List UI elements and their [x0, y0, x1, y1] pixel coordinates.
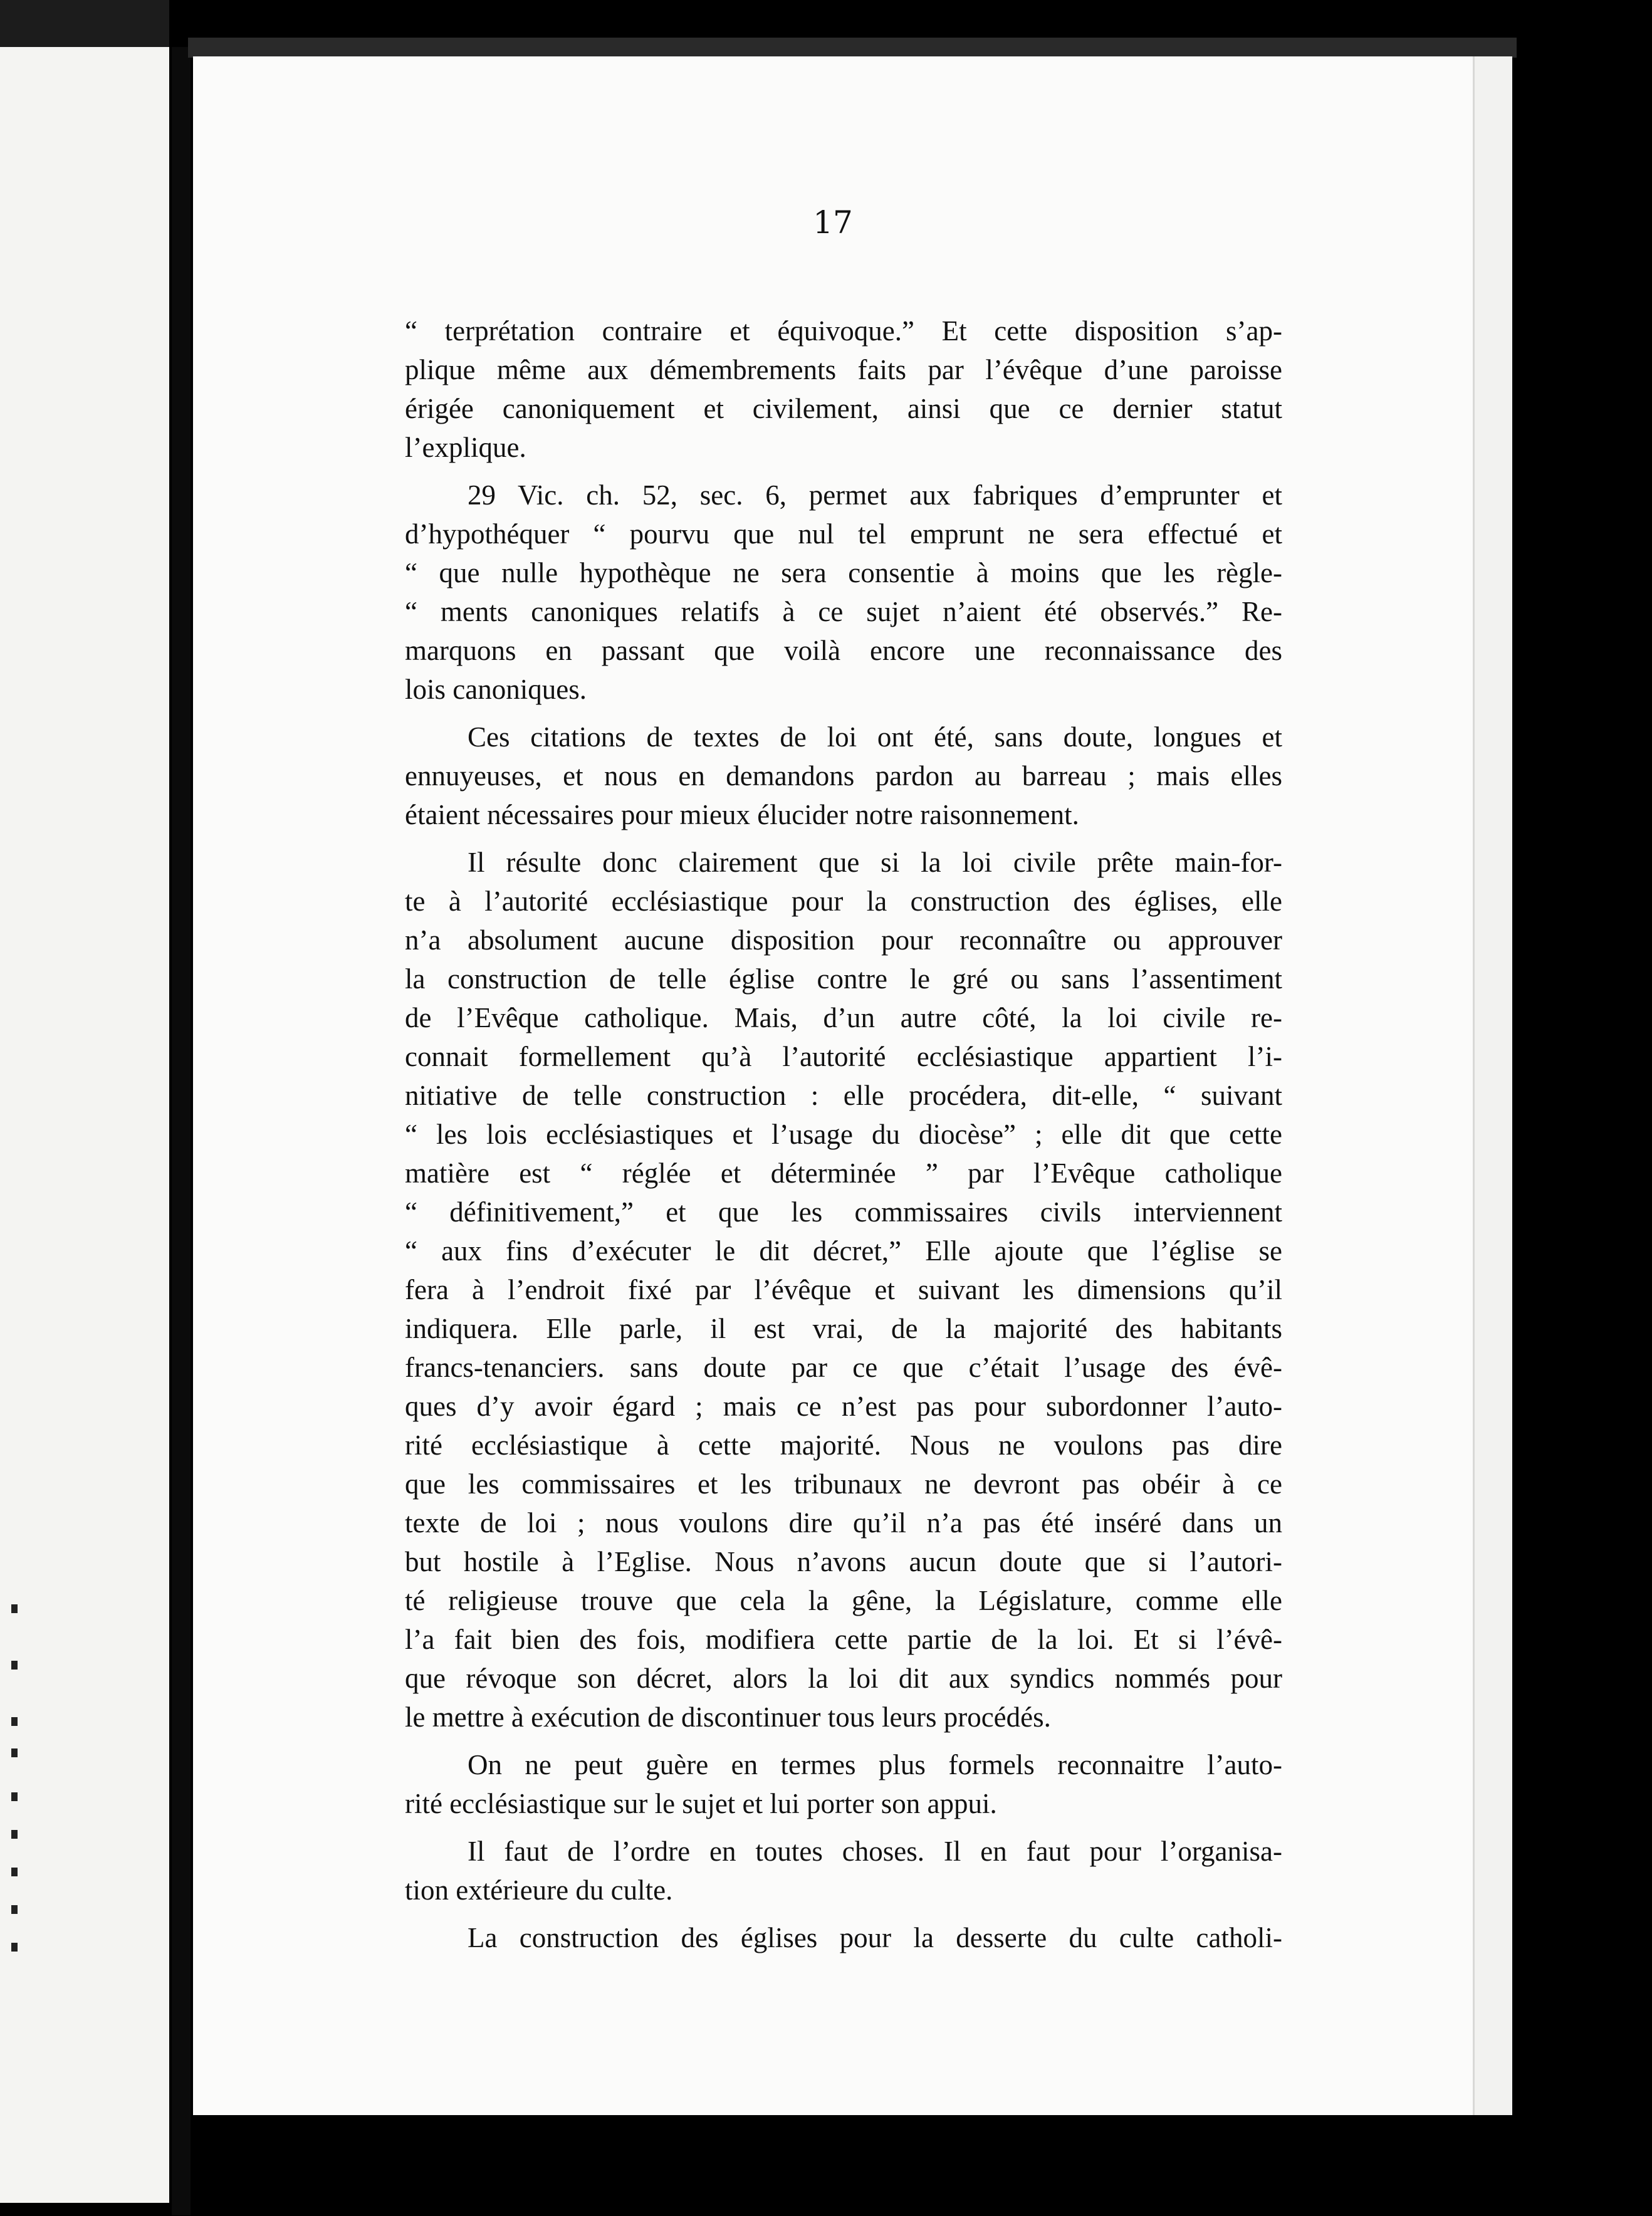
text-line: 29 Vic. ch. 52, sec. 6, permet aux fabriques d’emprunter et — [468, 479, 1282, 511]
text-line: indiquera. Elle parle, il est vrai, de la majorité des habitants — [405, 1313, 1282, 1344]
paragraph-gap — [405, 1737, 1282, 1745]
paragraph-gap — [405, 1910, 1282, 1918]
text-line: “ terprétation contraire et équivoque.” Et cette disposition s’ap- — [405, 315, 1282, 347]
text-line: connait formellement qu’à l’autorité ecclésiastique appartient l’i- — [405, 1041, 1282, 1072]
text-line: ennuyeuses, et nous en demandons pardon au barreau ; mais elles — [405, 760, 1282, 792]
paragraph-gap — [405, 709, 1282, 718]
text-line: de l’Evêque catholique. Mais, d’un autre côté, la loi civile re- — [405, 1002, 1282, 1033]
facing-page-edge — [0, 47, 169, 2203]
text-line: rité ecclésiastique sur le sujet et lui porter son appui. — [405, 1788, 997, 1819]
text-line: plique même aux démembrements faits par l’évêque d’une paroisse — [405, 354, 1282, 385]
text-line: matière est “ réglée et déterminée ” par l’Evêque catholique — [405, 1158, 1282, 1189]
text-line: Il résulte donc clairement que si la loi civile prête main-for- — [468, 847, 1282, 878]
text-line: “ aux fins d’exécuter le dit décret,” Elle ajoute que l’église se — [405, 1235, 1282, 1267]
text-line: “ ments canoniques relatifs à ce sujet n’aient été observés.” Re- — [405, 596, 1282, 627]
paragraph-gap — [405, 1823, 1282, 1832]
scan-top-band — [188, 38, 1517, 58]
text-line: l’a fait bien des fois, modifiera cette partie de la loi. Et si l’évê- — [405, 1624, 1282, 1655]
body-text — [405, 311, 1282, 1957]
text-line: fera à l’endroit fixé par l’évêque et suivant les dimensions qu’il — [405, 1274, 1282, 1305]
page-number: 17 — [813, 204, 853, 241]
text-line: “ les lois ecclésiastiques et l’usage du diocèse” ; elle dit que cette — [405, 1119, 1282, 1150]
text-line: francs-tenanciers. sans doute par ce que c’était l’usage des évê- — [405, 1352, 1282, 1383]
facing-page-marks — [11, 1604, 24, 1955]
text-line: te à l’autorité ecclésiastique pour la construction des églises, elle — [405, 886, 1282, 917]
text-line: d’hypothéquer “ pourvu que nul tel emprunt ne sera effectué et — [405, 518, 1282, 550]
text-line: n’a absolument aucune disposition pour reconnaître ou approuver — [405, 924, 1282, 956]
text-line: la construction de telle église contre le gré ou sans l’assentiment — [405, 963, 1282, 995]
text-line: On ne peut guère en termes plus formels reconnaitre l’auto- — [468, 1749, 1282, 1780]
text-line: Il faut de l’ordre en toutes choses. Il en faut pour l’organisa- — [468, 1836, 1282, 1867]
text-line: nitiative de telle construction : elle procédera, dit-elle, “ suivant — [405, 1080, 1282, 1111]
text-line: but hostile à l’Eglise. Nous n’avons aucun doute que si l’autori- — [405, 1546, 1282, 1577]
text-line: Ces citations de textes de loi ont été, sans doute, longues et — [468, 721, 1282, 753]
text-line: “ définitivement,” et que les commissaires civils interviennent — [405, 1196, 1282, 1228]
text-line: La construction des églises pour la desserte du culte catholi- — [468, 1922, 1282, 1953]
book-page — [193, 56, 1473, 2115]
text-line: que les commissaires et les tribunaux ne devront pas obéir à ce — [405, 1468, 1282, 1500]
book-spine — [172, 47, 191, 2215]
paragraph-gap — [405, 467, 1282, 476]
text-line: “ que nulle hypothèque ne sera consentie à moins que les règle- — [405, 557, 1282, 588]
page-right-edge — [1473, 56, 1512, 2115]
text-line: que révoque son décret, alors la loi dit aux syndics nommés pour — [405, 1663, 1282, 1694]
scan-left-dark-corner — [0, 0, 169, 47]
text-line: érigée canoniquement et civilement, ainsi que ce dernier statut — [405, 393, 1282, 424]
text-line: étaient nécessaires pour mieux élucider notre raisonnement. — [405, 799, 1079, 830]
text-line: ques d’y avoir égard ; mais ce n’est pas pour subordonner l’auto- — [405, 1391, 1282, 1422]
text-line: marquons en passant que voilà encore une reconnaissance des — [405, 635, 1282, 666]
text-line: le mettre à exécution de discontinuer tous leurs procédés. — [405, 1701, 1051, 1733]
text-line: rité ecclésiastique à cette majorité. Nous ne voulons pas dire — [405, 1429, 1282, 1461]
text-line: lois canoniques. — [405, 674, 587, 705]
text-line: l’explique. — [405, 432, 526, 463]
text-line: texte de loi ; nous voulons dire qu’il n’a pas été inséré dans un — [405, 1507, 1282, 1539]
text-line: té religieuse trouve que cela la gêne, la Législature, comme elle — [405, 1585, 1282, 1616]
paragraph-gap — [405, 834, 1282, 843]
text-line: tion extérieure du culte. — [405, 1874, 673, 1906]
